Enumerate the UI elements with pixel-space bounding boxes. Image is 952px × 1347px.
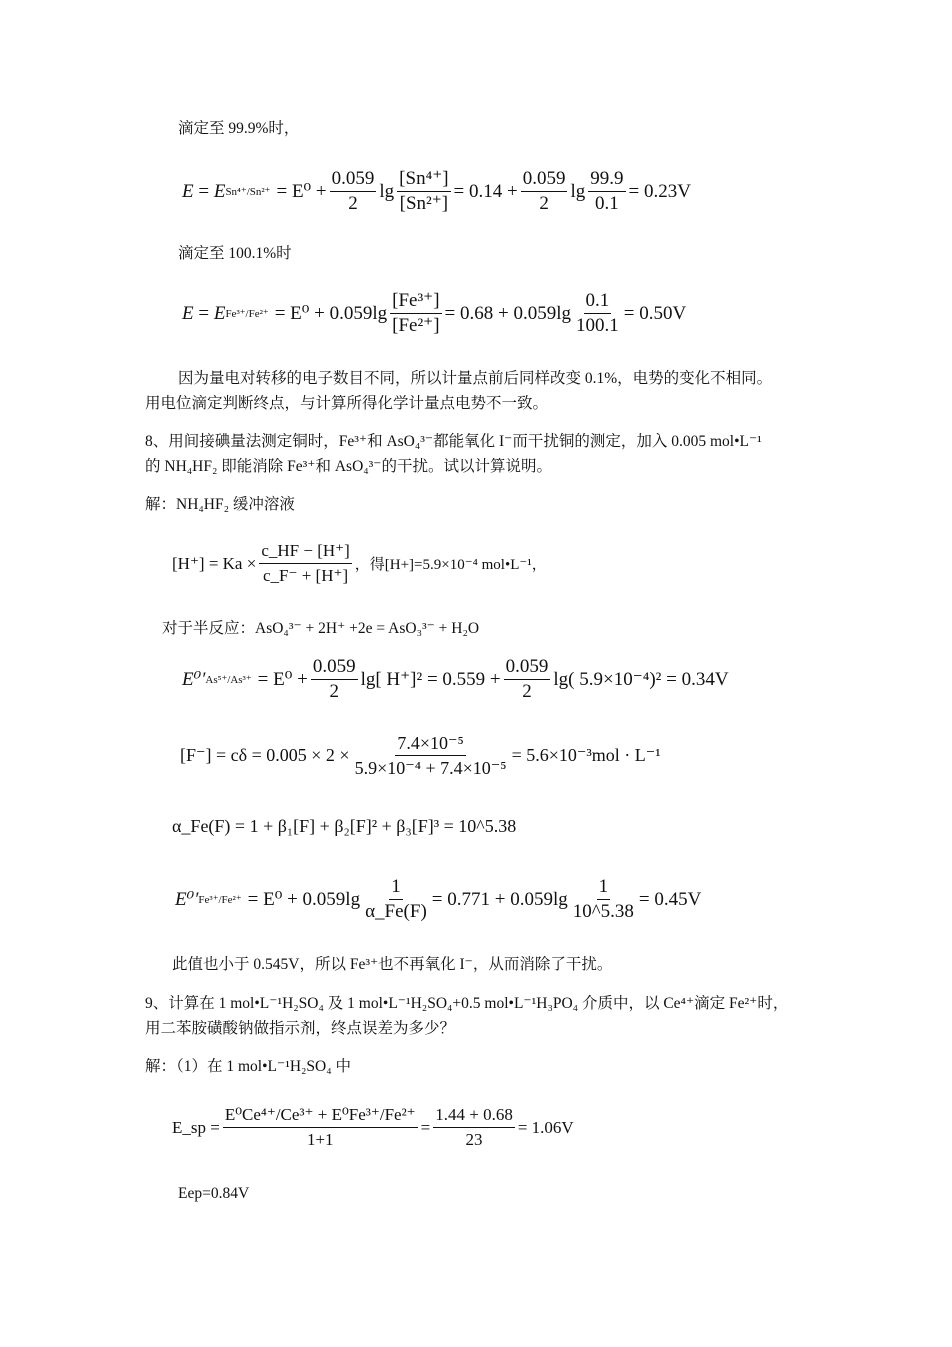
text-line-5: 8、用间接碘量法测定铜时，Fe³⁺和 AsO₄³⁻都能氧化 I⁻而干扰铜的测定，加入 0.005 mol•L⁻¹ <box>145 433 762 450</box>
eq4-lhs: E⁰′ <box>182 669 206 690</box>
eq5-rhs: = 5.6×10⁻³mol · L⁻¹ <box>511 745 661 765</box>
eq3-fraction: $\frac{c\_HF - [H^+]}{c\_F^- + [H^+]}$ <box>261 541 350 585</box>
eq2-mid: = 0.68 + 0.059lg <box>444 302 571 324</box>
eq7-lhs-sub: Fe³⁺/Fe²⁺ <box>198 894 242 906</box>
eq7-e0: = E⁰ + 0.059lg <box>247 889 361 910</box>
equation-4 <box>182 656 729 703</box>
eq4-fraction-1: $\frac{0.059}{2}$ <box>312 656 356 702</box>
eq4-e0: = E⁰ + <box>257 669 308 690</box>
eq7-fraction-2: $\frac{1}{10\^{}5.38}$ <box>572 876 634 922</box>
text-line-7: 解：NH₄HF₂ 缓冲溶液 <box>145 496 295 513</box>
equation-2 <box>182 290 686 337</box>
eq7-fraction-1: $\frac{1}{\alpha\_Fe(F)}$ <box>365 876 427 922</box>
eq1-fraction-4: $\frac{99.9}{0.1}$ <box>590 168 624 214</box>
equation-7 <box>175 876 701 923</box>
text-line-1: 滴定至 99.9%时， <box>178 120 300 137</box>
text-line-10: 9、计算在 1 mol•L⁻¹H₂SO₄ 及 1 mol•L⁻¹H₂SO₄+0.5 mol•L⁻¹H₃PO₄ 介质中，以 Ce⁴⁺滴定 Fe²⁺时， <box>145 995 789 1012</box>
eq1-mid: = 0.14 + <box>453 180 518 202</box>
equation-6: α_Fe(F) = 1 + β₁[F] + β₂[F]² + β₃[F]³ = 10^5.38 <box>172 816 517 836</box>
eq3-rhs: ，得[H+]=5.9×10⁻⁴ mol•L⁻¹， <box>354 557 547 573</box>
equation-1 <box>182 168 691 215</box>
eq2-lhs-sub: Fe³⁺/Fe²⁺ <box>225 308 269 320</box>
eq2-rhs: = 0.50V <box>623 302 687 324</box>
eq1-rhs: = 0.23V <box>628 180 691 202</box>
text-line-9: 此值也小于 0.545V，所以 Fe³⁺也不再氧化 I⁻，从而消除了干扰。 <box>172 956 613 973</box>
text-line-12: 解：（1）在 1 mol•L⁻¹H₂SO₄ 中 <box>145 1058 352 1075</box>
eq4-lhs-sub: As⁵⁺/As³⁺ <box>205 674 252 686</box>
eq2-e0: = E⁰ + 0.059lg <box>274 303 388 324</box>
equation-5 <box>180 732 661 779</box>
eq5-lhs: [F⁻] = cδ = 0.005 × 2 × <box>180 745 350 765</box>
eq2-lhs: E = E <box>182 302 226 324</box>
eq1-fraction-1: $\frac{0.059}{2}$ <box>331 168 375 214</box>
eq1-e0: = E⁰ + <box>276 181 327 202</box>
eq8-rhs: = 1.06V <box>517 1117 574 1137</box>
text-line-3: 因为量电对转移的电子数目不同，所以计量点前后同样改变 0.1%，电势的变化不相同。 <box>178 370 773 387</box>
text-line-4: 用电位滴定判断终点，与计算所得化学计量点电势不一致。 <box>145 395 549 412</box>
eq8-lhs: E_sp = <box>172 1117 220 1137</box>
eq3-lhs: [H⁺] = Ka × <box>172 553 257 573</box>
eq7-lhs: E⁰′ <box>175 889 199 910</box>
eq2-fraction-2: $\frac{0.1}{100.1}$ <box>576 290 619 336</box>
eq7-mid: = 0.771 + 0.059lg <box>431 888 568 910</box>
text-line-11: 用二苯胺磺酸钠做指示剂，终点误差为多少？ <box>145 1020 456 1037</box>
eq4-fraction-2: $\frac{0.059}{2}$ <box>505 656 549 702</box>
eq2-fraction-1: $\frac{\text{[Fe³⁺]}}{\text{[Fe²⁺]}}$ <box>392 290 440 336</box>
text-line-2: 滴定至 100.1%时 <box>178 245 292 262</box>
text-line-6: 的 NH₄HF₂ 即能消除 Fe³⁺和 AsO₄³⁻的干扰。试以计算说明。 <box>145 458 552 475</box>
text-line-13: Eep=0.84V <box>178 1185 250 1202</box>
equation-8 <box>172 1104 574 1151</box>
eq1-lg-2: lg <box>570 180 586 202</box>
eq8-fraction-2: $\frac{1.44 + 0.68}{23}$ <box>435 1105 513 1149</box>
eq1-lhs-sub: Sn⁴⁺/Sn²⁺ <box>225 186 271 198</box>
eq1-fraction-2: $\frac{\text{[Sn⁴⁺]}}{\text{[Sn²⁺]}}$ <box>399 168 449 214</box>
text-line-8: 对于半反应：AsO₄³⁻ + 2H⁺ +2e = AsO₃³⁻ + H₂O <box>162 620 480 637</box>
equation-3 <box>172 540 547 587</box>
eq8-mid: = <box>420 1117 431 1137</box>
eq4-rhs: lg( 5.9×10⁻⁴)² = 0.34V <box>553 669 729 690</box>
eq1-fraction-3: $\frac{0.059}{2}$ <box>522 168 566 214</box>
eq4-mid: lg[ H⁺]² = 0.559 + <box>360 669 501 690</box>
eq8-fraction-1: $\frac{\text{E⁰Ce⁴⁺/Ce³⁺ + E⁰Fe³⁺/Fe²⁺}}{1+1}$ <box>224 1105 416 1149</box>
eq1-lhs: E = E <box>182 180 226 202</box>
eq7-rhs: = 0.45V <box>638 888 702 910</box>
eq5-fraction: $\frac{\text{7.4×10⁻⁵}}{\text{5.9×10⁻⁴ + 7.4×10⁻⁵}}$ <box>354 733 507 778</box>
eq1-lg-1: lg <box>379 180 395 202</box>
